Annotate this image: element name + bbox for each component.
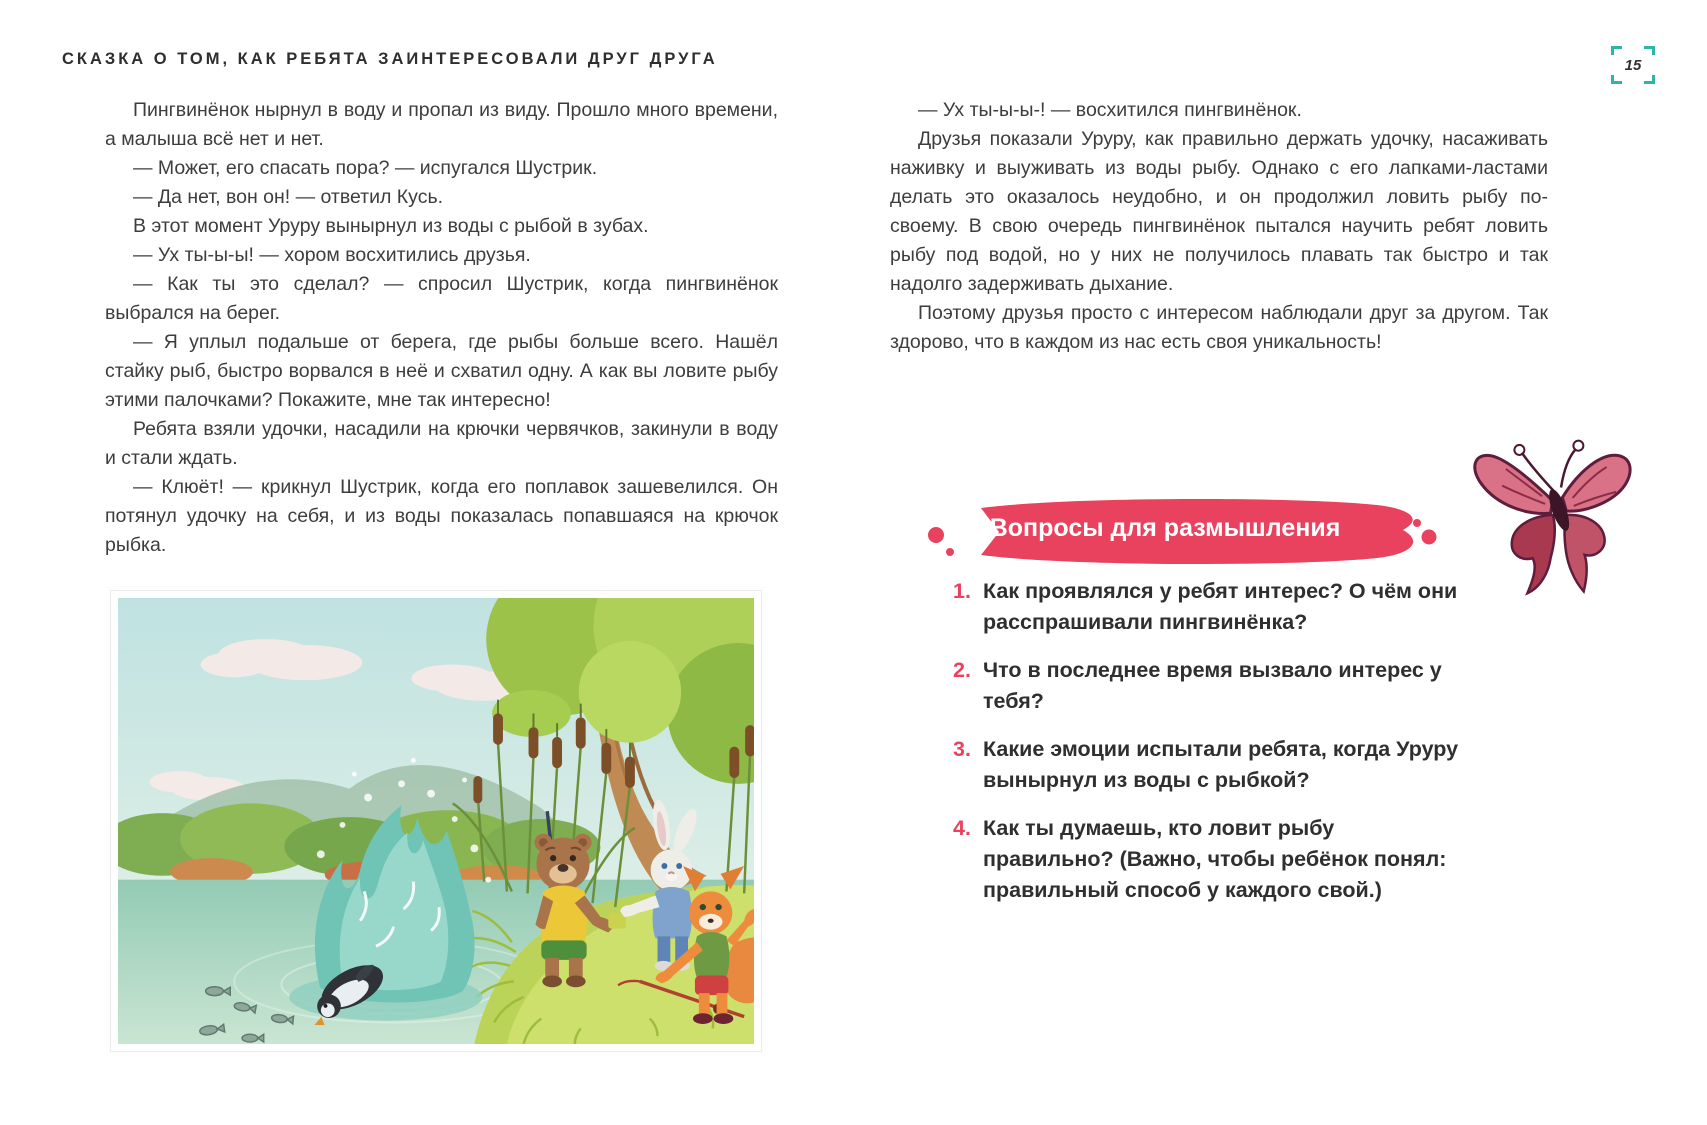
question-text: Какие эмоции испытали ребята, когда Уруру вынырнул из воды с рыбкой?	[983, 737, 1459, 792]
paragraph: — Ух ты-ы-ы-! — восхитился пингвинёнок.	[918, 99, 1302, 121]
paragraph: — Клюёт! — крикнул Шустрик, когда его поплавок зашевелился. Он потянул удочку на себя, и из воды показалась попавшаяся на крючок рыбка.	[105, 476, 778, 556]
left-text-column	[105, 96, 778, 560]
question-item	[953, 734, 1468, 796]
question-item	[953, 813, 1468, 906]
right-text-column	[890, 96, 1548, 357]
questions-list	[953, 576, 1468, 923]
paragraph: — Ух ты-ы-ы! — хором восхитились друзья.	[133, 244, 531, 266]
pond-scene-svg	[118, 598, 754, 1044]
question-item	[953, 655, 1468, 717]
paragraph: — Я уплыл подальше от берега, где рыбы больше всего. Нашёл стайку рыб, быстро ворвался в неё и схватил одну. А как вы ловите рыбу этими палочками? Покажите, мне так интересно!	[105, 331, 778, 411]
page-title: СКАЗКА О ТОМ, КАК РЕБЯТА ЗАИНТЕРЕСОВАЛИ ДРУГ ДРУГА	[62, 50, 718, 68]
page-number: 15	[1624, 56, 1642, 74]
question-item	[953, 576, 1468, 638]
butterfly-icon	[1472, 412, 1647, 607]
questions-banner	[925, 492, 1450, 570]
question-number: 4.	[953, 816, 971, 840]
paragraph: — Может, его спасать пора? — испугался Шустрик.	[133, 157, 598, 179]
paragraph: Поэтому друзья просто с интересом наблюдали друг за другом. Так здорово, что в каждом из нас есть своя уникальность!	[890, 302, 1548, 353]
paragraph: — Да нет, вон он! — ответил Кусь.	[133, 186, 444, 208]
question-number: 3.	[953, 737, 971, 761]
question-number: 2.	[953, 658, 971, 682]
question-text: Что в последнее время вызвало интерес у тебя?	[983, 658, 1442, 713]
question-text: Как проявлялся у ребят интерес? О чём они расспрашивали пингвинёнка?	[983, 579, 1458, 634]
question-number: 1.	[953, 579, 971, 603]
paragraph: Ребята взяли удочки, насадили на крючки червячков, закинули в воду и стали ждать.	[105, 418, 778, 469]
pond-illustration	[110, 590, 762, 1052]
paragraph: Друзья показали Уруру, как правильно держать удочку, насаживать наживку и выуживать из воды рыбу. Однако с его лапками-ластами делать это оказалось неудобно, и он продолжил ловить рыбу по-своему. В свою очередь пингвинёнок пытался научить ребят ловить рыбу под водой, но у них не получилось плавать так быстро и так надолго задерживать дыхание.	[890, 128, 1548, 295]
paragraph: — Как ты это сделал? — спросил Шустрик, когда пингвинёнок выбрался на берег.	[105, 273, 778, 324]
questions-banner-title: Вопросы для размышления	[989, 514, 1341, 542]
paragraph: Пингвинёнок нырнул в воду и пропал из виду. Прошло много времени, а малыша всё нет и нет.	[105, 99, 778, 150]
question-text: Как ты думаешь, кто ловит рыбу правильно? (Важно, чтобы ребёнок понял: правильный способ у каждого свой.)	[983, 816, 1447, 902]
page-number-badge	[1611, 46, 1655, 84]
paragraph: В этот момент Уруру вынырнул из воды с рыбой в зубах.	[133, 215, 649, 237]
